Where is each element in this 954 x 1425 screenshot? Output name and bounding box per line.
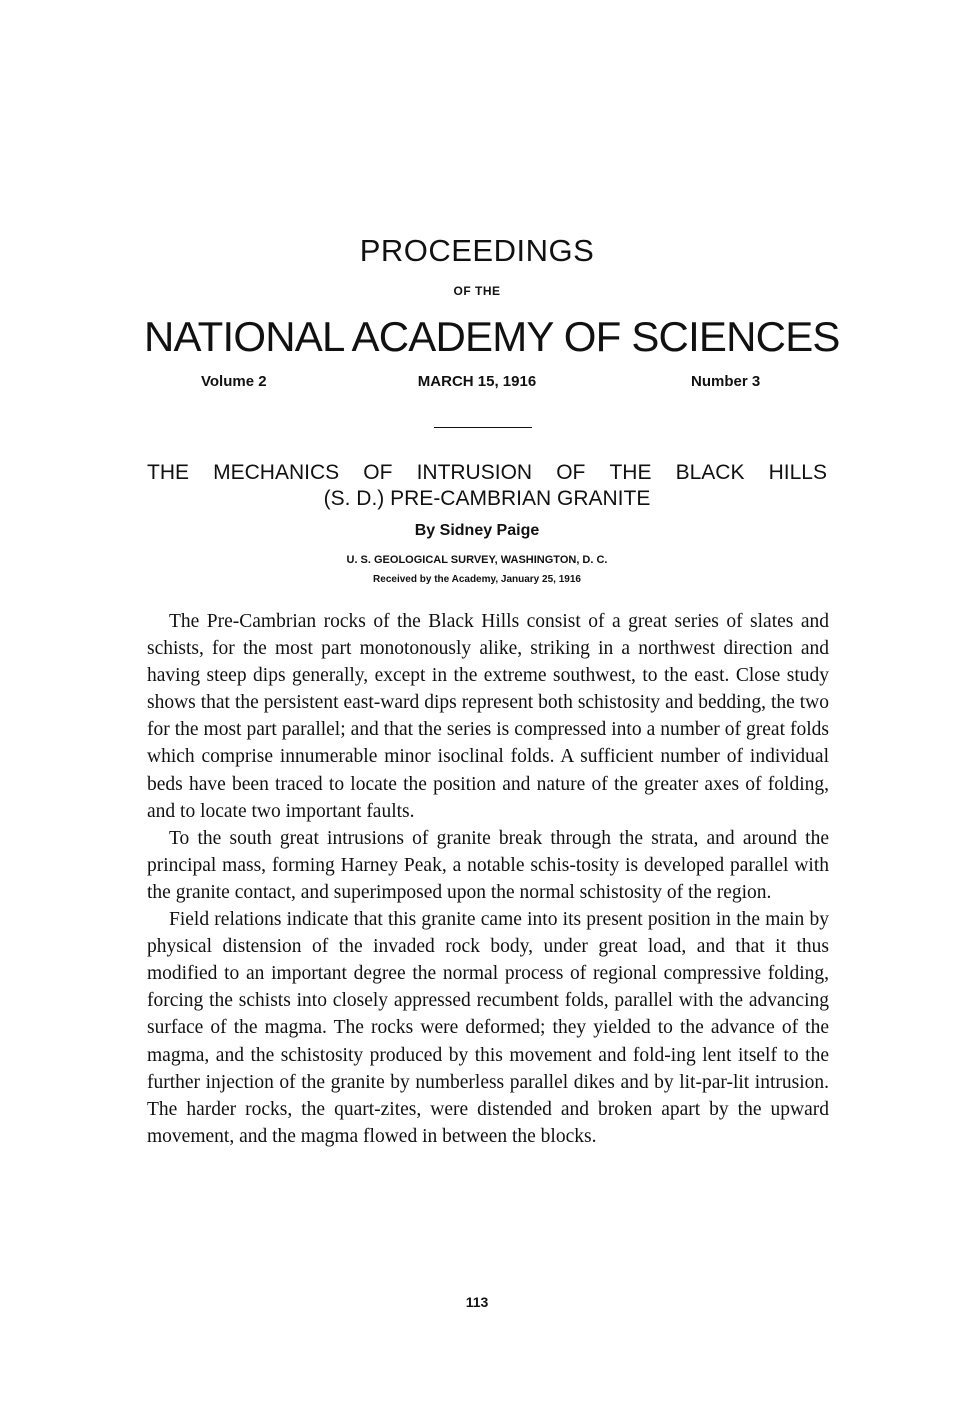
header-divider <box>434 427 532 428</box>
article-title-line-2: (S. D.) PRE-CAMBRIAN GRANITE <box>323 487 651 510</box>
article-body <box>147 608 829 1150</box>
title-word: BLACK <box>675 461 745 484</box>
received-date: Received by the Academy, January 25, 1916 <box>373 574 581 585</box>
title-word: MECHANICS <box>213 461 340 484</box>
journal-subtitle-of-the: OF THE <box>453 284 501 298</box>
article-title <box>147 460 827 512</box>
issue-date: MARCH 15, 1916 <box>417 373 537 390</box>
title-word: HILLS <box>768 461 827 484</box>
title-word: OF <box>556 461 586 484</box>
page-number: 113 <box>465 1294 489 1310</box>
volume-label: Volume 2 <box>201 373 267 390</box>
body-paragraph: To the south great intrusions of granite break through the strata, and around the principal mass, forming Harney Peak, a notable schis-tosity is developed parallel with the granite contact, and superimposed upon the normal schistosity of the region. <box>147 827 829 903</box>
author-byline: By Sidney Paige <box>414 522 540 539</box>
issue-number: Number 3 <box>691 373 761 390</box>
journal-name: PROCEEDINGS <box>359 233 595 268</box>
author-affiliation: U. S. GEOLOGICAL SURVEY, WASHINGTON, D. C. <box>346 554 608 566</box>
title-word: OF <box>363 461 393 484</box>
title-word: INTRUSION <box>416 461 533 484</box>
academy-name: NATIONAL ACADEMY OF SCIENCES <box>144 313 840 360</box>
title-word: THE <box>609 461 652 484</box>
article-title-line-1 <box>147 460 827 486</box>
body-paragraph: The Pre-Cambrian rocks of the Black Hills consist of a great series of slates and schists, for the most part monotonously alike, striking in a northwest direction and having steep dips generally, except in the extreme southwest, to the east. Close study shows that the persistent east-ward dips represent both schistosity and bedding, the two for the most part parallel; and that the series is compressed into a number of great folds which comprise innumerable minor isoclinal folds. A sufficient number of individual beds have been traced to locate the position and nature of the greater axes of folding, and to locate two important faults. <box>147 611 829 822</box>
body-paragraph: Field relations indicate that this granite came into its present position in the main by physical distension of the invaded rock body, under great load, and that it thus modified to an important degree the normal process of regional compressive folding, forcing the schists into closely appressed recumbent folds, parallel with the advancing surface of the magma. The rocks were deformed; they yielded to the advance of the magma, and the schistosity produced by this movement and fold-ing lent itself to the further injection of the granite by numberless parallel dikes and by lit-par-lit intrusion. The harder rocks, the quart-zites, were distended and broken apart by the upward movement, and the magma flowed in between the blocks. <box>147 909 829 1147</box>
title-word: THE <box>147 461 189 484</box>
